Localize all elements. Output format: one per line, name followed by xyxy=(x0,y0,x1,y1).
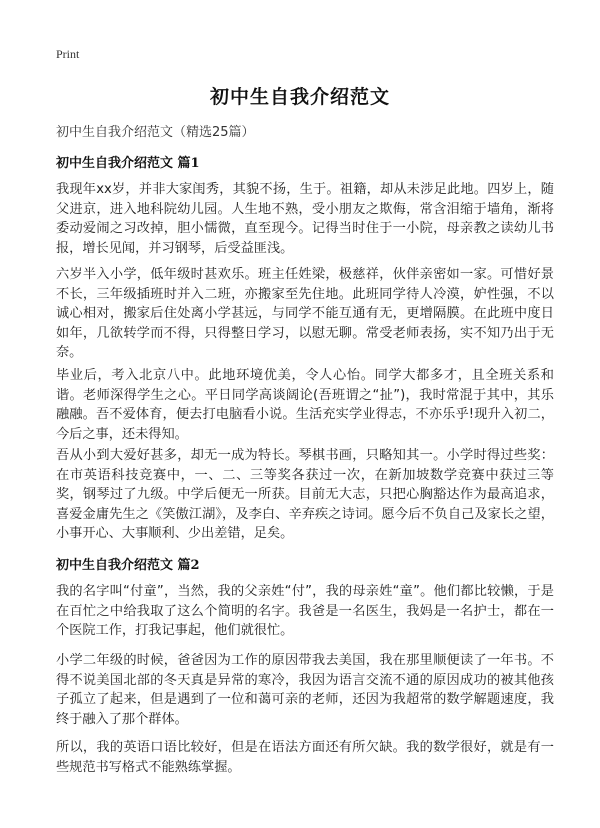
paragraph: 吾从小到大爱好甚多，却无一成为特长。琴棋书画，只略知其一。小学时得过些奖：在市英语科技竞赛中，一、二、三等奖各获过一次，在新加坡数学竞赛中获过三等奖，钢琴过了九级。中学后便无一所获。目前无大志，只把心胸豁达作为最高追求，喜爱金庸先生之《笑傲江湖》，及李白、辛弃疾之诗词。愿今后不负自己及家长之望，小事开心、大事顺利、少出差错，足矣。 xyxy=(56,448,554,541)
paragraph: 毕业后，考入北京八中。此地环境优美，令人心怡。同学大都多才，且全班关系和谐。老师深得学生之心。平日同学高谈阔论(吾班谓之“扯”)，我时常混于其中，其乐融融。吾不爱体育，便去打电脑看小说。生活充实学业得志，不亦乐乎!现升入初二，今后之事，还未得知。 xyxy=(56,368,554,442)
paragraph: 我现年xx岁，并非大家闺秀，其貌不扬，生于。祖籍，却从未涉足此地。四岁上，随父进京，进入地科院幼儿园。人生地不熟，受小朋友之欺侮，常含泪缩于墙角，渐将委动爱闹之习改掉，胆小懦微，直至现今。记得当时住于一小院，母亲教之读幼儿书报，增长见闻，并习钢琴，后受益匪浅。 xyxy=(56,182,554,256)
paragraph: 我的名字叫“付童”，当然，我的父亲姓“付”，我的母亲姓“童”。他们都比较懒，于是在百忙之中给我取了这么个简明的名字。我爸是一名医生，我妈是一名护士，都在一个医院工作，打我记事起，他们就很忙。 xyxy=(56,584,554,638)
section-heading-2: 初中生自我介绍范文 篇2 xyxy=(56,558,200,573)
paragraph: 小学二年级的时候，爸爸因为工作的原因带我去美国，我在那里顺便读了一年书。不得不说美国北部的冬天真是异常的寒冷，我因为语言交流不通的原因成功的被其他孩子孤立了起来，但是遇到了一位和蔼可亲的老师，还因为我超常的数学解题速度，我终于融入了那个群体。 xyxy=(56,653,554,727)
paragraph: 所以，我的英语口语比较好，但是在语法方面还有所欠缺。我的数学很好，就是有一些规范书写格式不能熟练掌握。 xyxy=(56,740,554,775)
section-heading-1: 初中生自我介绍范文 篇1 xyxy=(56,156,200,171)
print-label: Print xyxy=(56,47,80,61)
document-subtitle: 初中生自我介绍范文（精选25篇） xyxy=(56,125,255,140)
document-title: 初中生自我介绍范文 xyxy=(209,86,390,108)
paragraph: 六岁半入小学，低年级时甚欢乐。班主任姓梁，极慈祥，伙伴亲密如一家。可惜好景不长，三年级插班时并入二班，亦搬家至先住地。此班同学待人冷漠，妒性强，不以诚心相对，搬家后住处离小学甚远，与同学不能互通有无，更增隔膜。在此班中度日如年，几欲转学而不得，只得整日学习，以慰无聊。常受老师表扬，实不知乃出于无奈。 xyxy=(56,267,554,360)
